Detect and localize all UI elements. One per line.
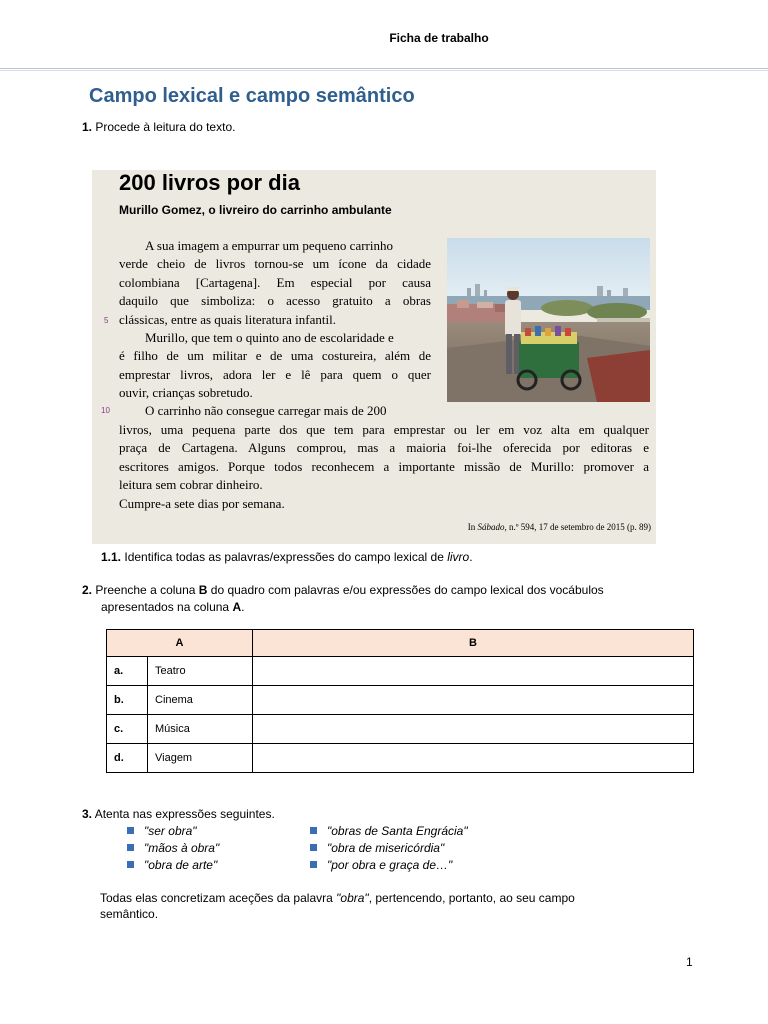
question-2-continuation — [101, 600, 244, 614]
row-answer-cell[interactable] — [253, 657, 694, 686]
table-row — [107, 715, 694, 744]
question-1-1-text: Identifica todas as palavras/expressões do campo lexical de — [124, 550, 448, 564]
article-line: é filho de um militar e de uma costureira, além de — [119, 348, 431, 363]
question-1-1 — [101, 550, 473, 564]
list-item-text: "obra de arte" — [144, 858, 218, 872]
square-bullet-icon — [310, 827, 317, 834]
row-word: Teatro — [148, 657, 253, 686]
table-row — [107, 657, 694, 686]
list-item-text: "obras de Santa Engrácia" — [327, 824, 468, 838]
square-bullet-icon — [127, 861, 134, 868]
question-2-bold-a: A — [232, 600, 242, 614]
square-bullet-icon — [310, 861, 317, 868]
question-2-text-a: Preenche a coluna — [95, 583, 199, 597]
article-line: Murillo, que tem o quinto ano de escolaridade e — [145, 330, 394, 345]
article-line: emprestar livros, adora ler e lê para quem o quer — [119, 367, 431, 382]
answer-table — [106, 629, 694, 773]
page-title: Campo lexical e campo semântico — [89, 85, 415, 107]
line-number: 10 — [101, 406, 110, 415]
article-line: colombiana [Cartagena]. Em especial por causa — [119, 275, 431, 290]
row-word: Cinema — [148, 686, 253, 715]
row-answer-cell[interactable] — [253, 686, 694, 715]
article-subtitle: Murillo Gomez, o livreiro do carrinho ambulante — [119, 203, 392, 217]
question-2 — [82, 583, 604, 597]
bullet-list-right — [310, 824, 468, 875]
article-title: 200 livros por dia — [119, 170, 300, 195]
question-2-bold-b: B — [198, 583, 208, 597]
list-item — [127, 858, 219, 875]
source-details: , n.º 594, 17 de setembro de 2015 (p. 89) — [504, 522, 651, 532]
source-publication: Sábado — [477, 522, 505, 532]
list-item — [127, 824, 219, 841]
table-header-a: A — [107, 630, 253, 657]
question-1-1-end: . — [469, 550, 473, 564]
table-header-b: B — [253, 630, 694, 657]
question-1 — [82, 120, 235, 134]
closing-text-a: Todas elas concretizam aceções da palavra — [100, 891, 337, 905]
article-photo — [447, 238, 650, 402]
question-3-number: 3. — [82, 807, 93, 821]
article-line: livros, uma pequena parte dos que tem para emprestar ou ler em voz alta em qualquer — [119, 422, 649, 437]
row-answer-cell[interactable] — [253, 715, 694, 744]
row-letter: c. — [107, 715, 148, 744]
list-item-text: "por obra e graça de…" — [327, 858, 453, 872]
question-3-closing — [100, 891, 575, 905]
question-2-text-c: apresentados na coluna — [101, 600, 233, 614]
closing-text-b: , pertencendo, portanto, ao seu campo — [368, 891, 575, 905]
square-bullet-icon — [127, 827, 134, 834]
table-header-row — [107, 630, 694, 657]
source-prefix: In — [467, 522, 478, 532]
row-word: Viagem — [148, 744, 253, 773]
table-row — [107, 744, 694, 773]
list-item — [310, 858, 468, 875]
header-divider-secondary — [0, 70, 768, 71]
question-1-number: 1. — [82, 120, 93, 134]
question-2-text-b: do quadro com palavras e/ou expressões do campo lexical dos vocábulos — [207, 583, 604, 597]
question-1-1-italic: livro — [447, 550, 470, 564]
list-item-text: "mãos à obra" — [144, 841, 220, 855]
row-letter: b. — [107, 686, 148, 715]
line-number: 5 — [104, 316, 109, 325]
row-letter: a. — [107, 657, 148, 686]
list-item-text: "obra de misericórdia" — [327, 841, 445, 855]
question-3 — [82, 807, 275, 821]
header-divider — [0, 68, 768, 69]
question-1-1-number: 1.1. — [101, 550, 122, 564]
article-line: O carrinho não consegue carregar mais de 200 — [145, 403, 387, 418]
question-2-end: . — [241, 600, 245, 614]
list-item-text: "ser obra" — [144, 824, 197, 838]
article-line: daquilo que simboliza: o acesso gratuito a obras — [119, 293, 431, 308]
article-line: ouvir, crianças sobretudo. — [119, 385, 253, 400]
article-source — [300, 522, 651, 532]
bullet-list-left — [127, 824, 219, 875]
article-line: Cumpre-a sete dias por semana. — [119, 496, 285, 511]
article-line: leitura sem cobrar dinheiro. — [119, 477, 263, 492]
question-2-number: 2. — [82, 583, 93, 597]
header-title: Ficha de trabalho — [389, 31, 489, 45]
list-item — [310, 841, 468, 858]
article-line: clássicas, entre as quais literatura infantil. — [119, 312, 336, 327]
row-answer-cell[interactable] — [253, 744, 694, 773]
row-word: Música — [148, 715, 253, 744]
article-line: verde cheio de livros tornou-se um ícone da cidade — [119, 256, 431, 271]
article-line: A sua imagem a empurrar um pequeno carrinho — [145, 238, 393, 253]
closing-italic: "obra" — [336, 891, 369, 905]
table-row — [107, 686, 694, 715]
list-item — [127, 841, 219, 858]
article-line: praça de Cartagena. Alguns comprou, mas a maioria foi-lhe oferecida por editoras e — [119, 440, 649, 455]
row-letter: d. — [107, 744, 148, 773]
square-bullet-icon — [127, 844, 134, 851]
square-bullet-icon — [310, 844, 317, 851]
page-number: 1 — [686, 955, 693, 969]
question-3-closing-continuation: semântico. — [100, 907, 159, 921]
question-1-text: Procede à leitura do texto. — [95, 120, 236, 134]
article-line: escritores amigos. Porque todos reconhecem a importante missão de Murillo: promover a — [119, 459, 649, 474]
list-item — [310, 824, 468, 841]
question-3-text: Atenta nas expressões seguintes. — [94, 807, 275, 821]
